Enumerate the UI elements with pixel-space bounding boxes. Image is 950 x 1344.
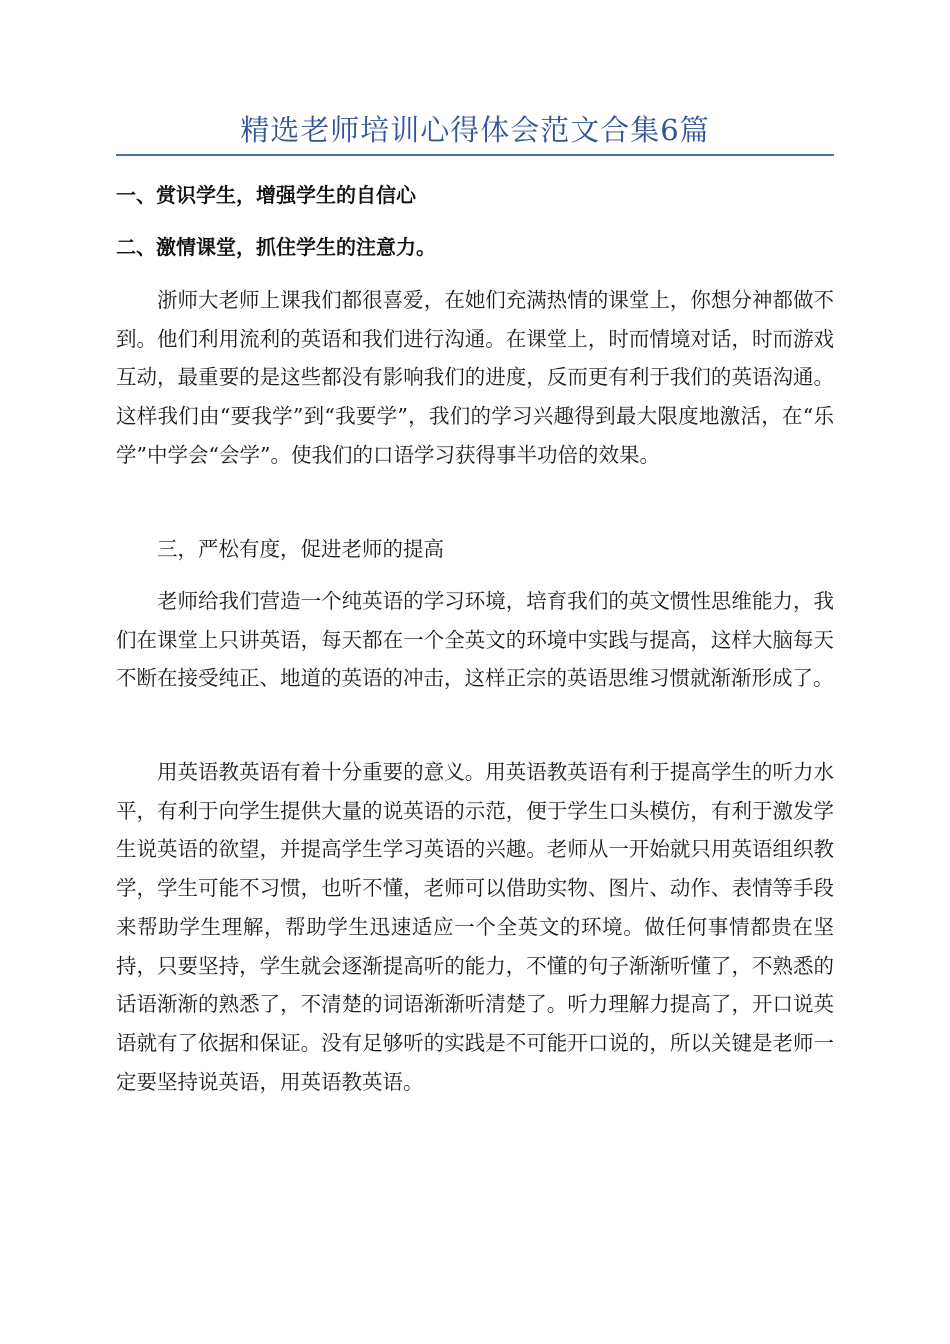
body-paragraph-2: 老师给我们营造一个纯英语的学习环境，培育我们的英文惯性思维能力，我们在课堂上只讲英语，每天都在一个全英文的环境中实践与提高，这样大脑每天不断在接受纯正、地道的英语的冲击，这样正宗的英语思维习惯就渐渐形成了。 [116, 589, 834, 691]
section-subheading-3: 三，严松有度，促进老师的提高 [157, 537, 444, 561]
section-heading-2: 二、激情课堂，抓住学生的注意力。 [116, 235, 436, 259]
title-underline [116, 154, 834, 156]
body-paragraph-3: 用英语教英语有着十分重要的意义。用英语教英语有利于提高学生的听力水平，有利于向学生提供大量的说英语的示范，便于学生口头模仿，有利于激发学生说英语的欲望，并提高学生学习英语的兴趣。老师从一开始就只用英语组织教学，学生可能不习惯，也听不懂，老师可以借助实物、图片、动作、表情等手段来帮助学生理解，帮助学生迅速适应一个全英文的环境。做任何事情都贵在坚持，只要坚持，学生就会逐渐提高听的能力，不懂的句子渐渐听懂了，不熟悉的话语渐渐的熟悉了，不清楚的词语渐渐听清楚了。听力理解力提高了，开口说英语就有了依据和保证。没有足够听的实践是不可能开口说的，所以关键是老师一定要坚持说英语，用英语教英语。 [116, 760, 834, 1094]
section-heading-1: 一、赏识学生，增强学生的自信心 [116, 183, 416, 207]
body-paragraph-1: 浙师大老师上课我们都很喜爱，在她们充满热情的课堂上，你想分神都做不到。他们利用流利的英语和我们进行沟通。在课堂上，时而情境对话，时而游戏互动，最重要的是这些都没有影响我们的进度，反而更有利于我们的英语沟通。这样我们由“要我学”到“我要学”，我们的学习兴趣得到最大限度地激活，在“乐学”中学会“会学”。使我们的口语学习获得事半功倍的效果。 [116, 288, 834, 467]
document-title: 精选老师培训心得体会范文合集6篇 [240, 113, 710, 147]
